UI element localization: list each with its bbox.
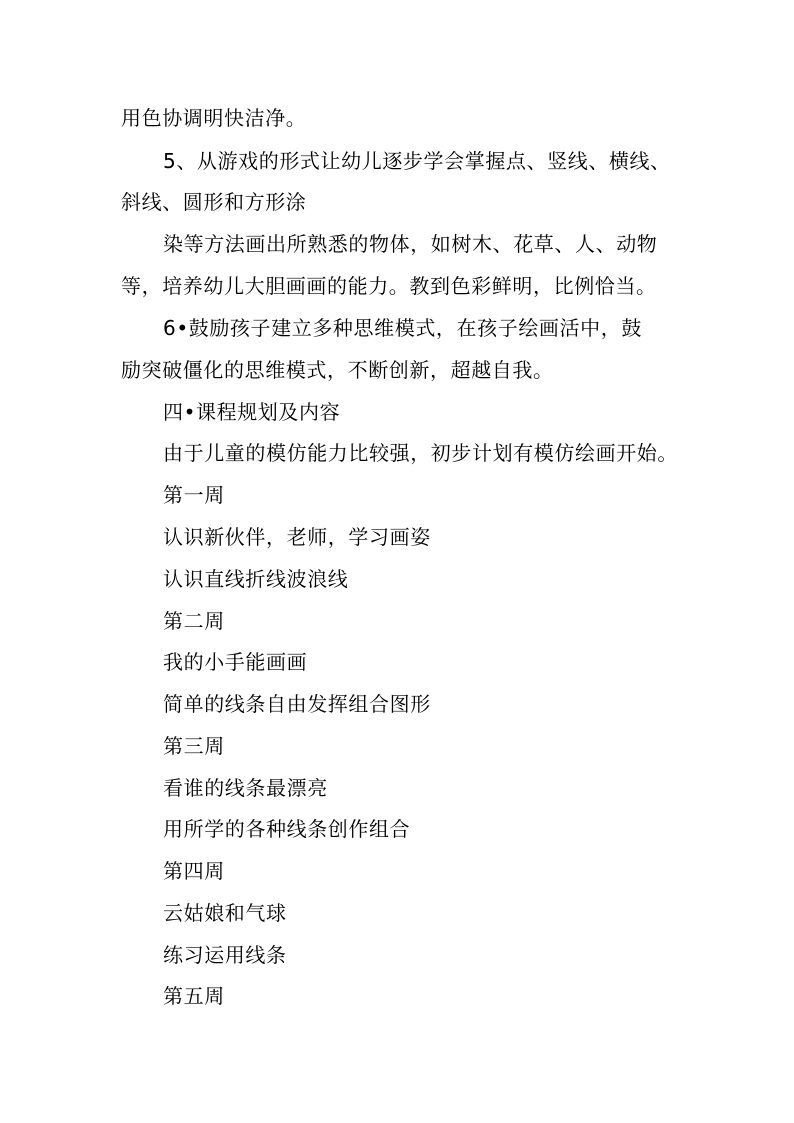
week-heading-1: 第一周	[163, 483, 225, 507]
week-heading-2: 第二周	[163, 609, 225, 633]
text-line-5: 等，培养幼儿大胆画画的能力。教到色彩鲜明，比例恰当。	[121, 274, 657, 298]
week-item: 认识直线折线波浪线	[163, 567, 349, 591]
week-item: 用所学的各种线条创作组合	[163, 817, 411, 841]
week-item: 我的小手能画画	[163, 650, 308, 674]
week-heading-3: 第三周	[163, 734, 225, 758]
text-line-9: 由于儿童的模仿能力比较强，初步计划有模仿绘画开始。	[163, 441, 678, 465]
text-line-3: 斜线、圆形和方形涂	[121, 190, 307, 214]
week-heading-4: 第四周	[163, 859, 225, 883]
text-line-1: 用色协调明快洁净。	[121, 106, 307, 130]
week-item: 云姑娘和气球	[163, 901, 287, 925]
week-item: 简单的线条自由发挥组合图形	[163, 692, 431, 716]
text-line-2: 5、从游戏的形式让幼儿逐步学会掌握点、竖线、横线、	[163, 149, 671, 173]
week-item: 认识新伙伴，老师，学习画姿	[163, 525, 431, 549]
week-item: 练习运用线条	[163, 943, 287, 967]
week-heading-5: 第五周	[163, 984, 225, 1008]
text-line-7: 励突破僵化的思维模式，不断创新，超越自我。	[121, 358, 554, 382]
text-line-4: 染等方法画出所熟悉的物体，如树木、花草、人、动物	[163, 232, 658, 256]
section-heading: 四•课程规划及内容	[163, 400, 341, 424]
week-item: 看谁的线条最漂亮	[163, 776, 328, 800]
text-line-6: 6•鼓励孩子建立多种思维模式，在孩子绘画活中，鼓	[163, 316, 642, 340]
